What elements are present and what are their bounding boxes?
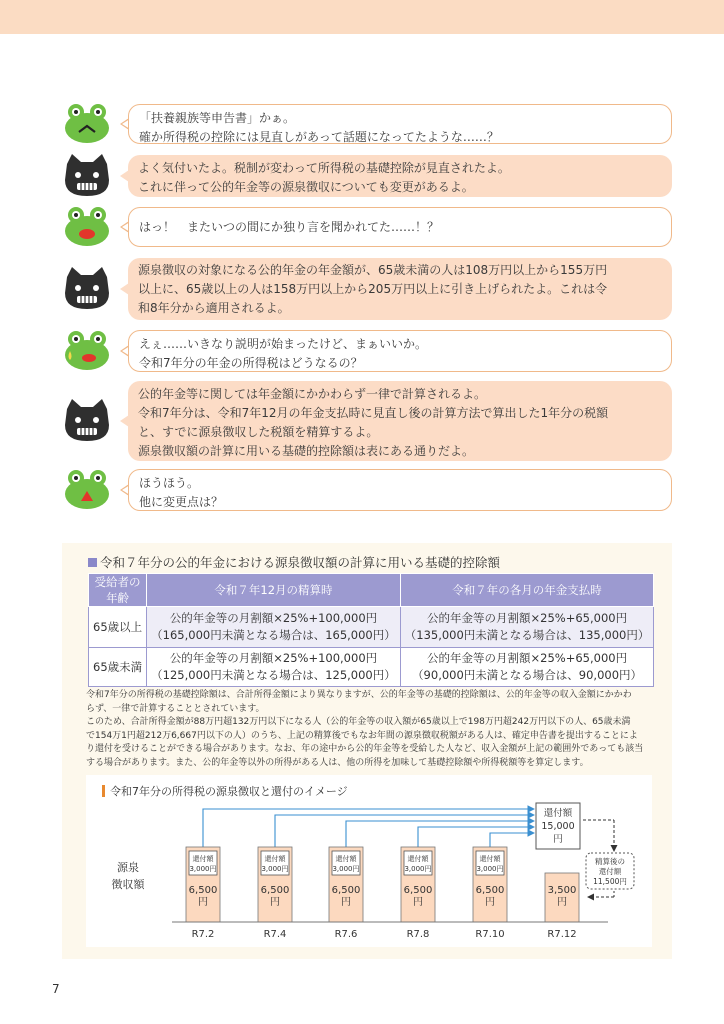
- bubble-line: これに伴って公的年金等の源泉徴収についても変更があるよ。: [138, 180, 474, 194]
- withholding-refund-figure: [86, 775, 652, 947]
- deduction-table: [88, 573, 654, 687]
- bubble-line: 源泉徴収額の計算に用いる基礎的控除額は表にある通りだよ。: [138, 444, 475, 458]
- note-line: 令和7年分の所得税の基礎控除額は、合計所得金額により異なりますが、公的年金等の基礎的控除額は、公的年金等の収入金額にかかわ: [86, 690, 632, 700]
- figure-title-text: 令和7年分の所得税の源泉徴収と還付のイメージ: [110, 785, 348, 798]
- table-header-row: [89, 574, 654, 607]
- note-line: する場合があります。また、公的年金等以外の所得がある人は、他の所得を加味して基礎控除額や所得税額等を算定します。: [86, 757, 589, 768]
- dialogue-row-2: [62, 155, 674, 197]
- dialogue-row-6: [62, 381, 674, 461]
- cell-line: 公的年金等の月割額×25%+65,000円: [427, 611, 628, 625]
- total-refund-label: 還付額: [543, 808, 573, 819]
- refund-box-label: 還付額: [192, 855, 214, 863]
- monthly-bars: [186, 847, 579, 940]
- cat-avatar-icon: [62, 399, 112, 443]
- cell-line: 公的年金等の月割額×25%+100,000円: [169, 611, 378, 625]
- frog-speech-bubble: [128, 207, 672, 247]
- bar-unit: 円: [557, 897, 567, 908]
- refund-box-value: 3,000円: [404, 865, 432, 873]
- bubble-line: 源泉徴収の対象になる公的年金の年金額が、65歳未満の人は108万円以上から155万円: [138, 263, 608, 277]
- refund-box-value: 3,000円: [261, 865, 289, 873]
- cat-speech-bubble: [128, 381, 672, 461]
- bubble-line: はっ！ またいつの間にか独り言を聞かれてた……！？: [139, 220, 440, 234]
- top-band: [0, 0, 724, 34]
- bubble-line: 令和7年分は、令和7年12月の年金支払時に見直し後の計算方法で算出した1年分の税額: [138, 406, 609, 420]
- bubble-line: ほうほう。: [139, 476, 200, 490]
- refund-diagram: [86, 775, 652, 947]
- explanatory-note: [86, 689, 656, 770]
- deduction-info-panel: [62, 543, 672, 959]
- row-label-1: 源泉: [117, 861, 139, 874]
- month-label: R7.10: [475, 929, 505, 940]
- note-line: らず、一律で計算することとされています。: [86, 703, 265, 714]
- table-title-text: 令和７年分の公的年金における源泉徴収額の計算に用いる基礎的控除額: [100, 555, 501, 570]
- header-monthly: 令和７年の各月の年金支払時: [400, 574, 654, 607]
- refund-arrows: [203, 809, 534, 851]
- bubble-line: 和8年分から適用されるよ。: [138, 301, 290, 315]
- refund-box-label: 還付額: [335, 855, 357, 863]
- frog-speech-bubble: [128, 469, 672, 511]
- bar-unit: 円: [270, 897, 280, 908]
- frog-speech-bubble: [128, 104, 672, 144]
- bubble-line: 令和7年分の年金の所得税はどうなるの？: [139, 356, 363, 370]
- square-bullet-icon: [88, 558, 97, 567]
- bubble-line: と、すでに源泉徴収した税額を精算するよ。: [138, 425, 379, 439]
- monthly-cell: [400, 607, 654, 648]
- refund-arrow: [346, 821, 534, 851]
- page-number: 7: [52, 982, 60, 996]
- cell-line: 公的年金等の月割額×25%+100,000円: [169, 651, 378, 665]
- cell-line: （90,000円未満となる場合は、90,000円）: [412, 668, 643, 682]
- dialogue-row-5: [62, 330, 674, 372]
- dialogue-row-4: [62, 258, 674, 320]
- bar-value: 6,500: [260, 885, 290, 896]
- refund-box-label: 還付額: [264, 855, 286, 863]
- bar-value: 6,500: [403, 885, 433, 896]
- note-line: このため、合計所得金額が88万円超132万円以下になる人（公的年金等の収入額が65歳以上で198万円超242万円以下の人、65歳未満: [86, 717, 631, 727]
- adjusted-label-2: 還付額: [598, 867, 622, 876]
- age-cell: 65歳以上: [89, 607, 147, 648]
- month-label: R7.6: [334, 929, 358, 940]
- dialogue-row-3: [62, 207, 674, 247]
- cell-line: （125,000円未満となる場合は、125,000円）: [151, 668, 396, 682]
- bubble-line: 公的年金等に関しては年金額にかかわらず一律で計算されるよ。: [138, 387, 487, 401]
- bubble-line: よく気付いたよ。税制が変わって所得税の基礎控除が見直されたよ。: [138, 161, 510, 175]
- row-label-2: 徴収額: [111, 878, 145, 891]
- refund-box-value: 3,000円: [189, 865, 217, 873]
- cell-line: （165,000円未満となる場合は、165,000円）: [151, 628, 396, 642]
- note-line: り還付を受けることができる場合があります。なお、年の途中から公的年金等を受給した人など、収入金額が上記の範囲外であっても該当: [86, 744, 644, 754]
- header-age: 受給者の年齢: [89, 574, 147, 607]
- refund-box-value: 3,000円: [332, 865, 360, 873]
- table-title: [88, 553, 500, 571]
- december-cell: [147, 607, 401, 648]
- month-label: R7.8: [406, 929, 430, 940]
- bar-unit: 円: [341, 897, 351, 908]
- frog-avatar-icon: [62, 102, 112, 146]
- bubble-line: 確か所得税の控除には見直しがあって話題になってたような……？: [139, 130, 499, 144]
- bar-unit: 円: [485, 897, 495, 908]
- dialogue-row-1: [62, 104, 674, 144]
- frog-speech-bubble: [128, 330, 672, 372]
- header-december: 令和７年12月の精算時: [147, 574, 401, 607]
- frog-talking-avatar-icon: [62, 468, 112, 512]
- cat-avatar-icon: [62, 154, 112, 198]
- month-label: R7.12: [547, 929, 577, 940]
- total-refund-yen: 円: [553, 834, 563, 845]
- adjusted-value: 11,500円: [593, 877, 627, 886]
- monthly-cell: [400, 648, 654, 687]
- bubble-line: 以上に、65歳以上の人は158万円以上から205万円以上に引き上げられたよ。これは令: [138, 282, 608, 296]
- bar-value: 6,500: [331, 885, 361, 896]
- bar-unit: 円: [413, 897, 423, 908]
- total-refund-value: 15,000: [541, 821, 575, 832]
- cat-speech-bubble: [128, 155, 672, 197]
- bubble-line: えぇ……いきなり説明が始まったけど、まぁいいか。: [139, 337, 428, 351]
- cell-line: （135,000円未満となる場合は、135,000円）: [404, 628, 650, 642]
- age-cell: 65歳未満: [89, 648, 147, 687]
- bar-value: 6,500: [188, 885, 218, 896]
- refund-box-value: 3,000円: [476, 865, 504, 873]
- bar-unit: 円: [198, 897, 208, 908]
- bar-value: 6,500: [475, 885, 505, 896]
- month-label: R7.2: [191, 929, 215, 940]
- frog-surprised-avatar-icon: [62, 205, 112, 249]
- month-label: R7.4: [263, 929, 287, 940]
- adjusted-label-1: 精算後の: [595, 857, 625, 866]
- note-line: で154万1円超212万6,667円以下の人）のうち、上記の精算後でもなお年間の源泉徴収税額がある人は、確定申告書を提出することによ: [86, 730, 638, 741]
- table-row: [89, 607, 654, 648]
- frog-sweat-avatar-icon: [62, 329, 112, 373]
- refund-box-label: 還付額: [479, 855, 501, 863]
- bar-value: 3,500: [547, 885, 577, 896]
- december-cell: [147, 648, 401, 687]
- cat-avatar-icon: [62, 267, 112, 311]
- cat-speech-bubble: [128, 258, 672, 320]
- dialogue-row-7: [62, 469, 674, 511]
- refund-box-label: 還付額: [407, 855, 429, 863]
- table-row: [89, 648, 654, 687]
- bubble-line: 他に変更点は？: [139, 495, 224, 509]
- bubble-line: 「扶養親族等申告書」かぁ。: [139, 111, 296, 125]
- cell-line: 公的年金等の月割額×25%+65,000円: [427, 651, 628, 665]
